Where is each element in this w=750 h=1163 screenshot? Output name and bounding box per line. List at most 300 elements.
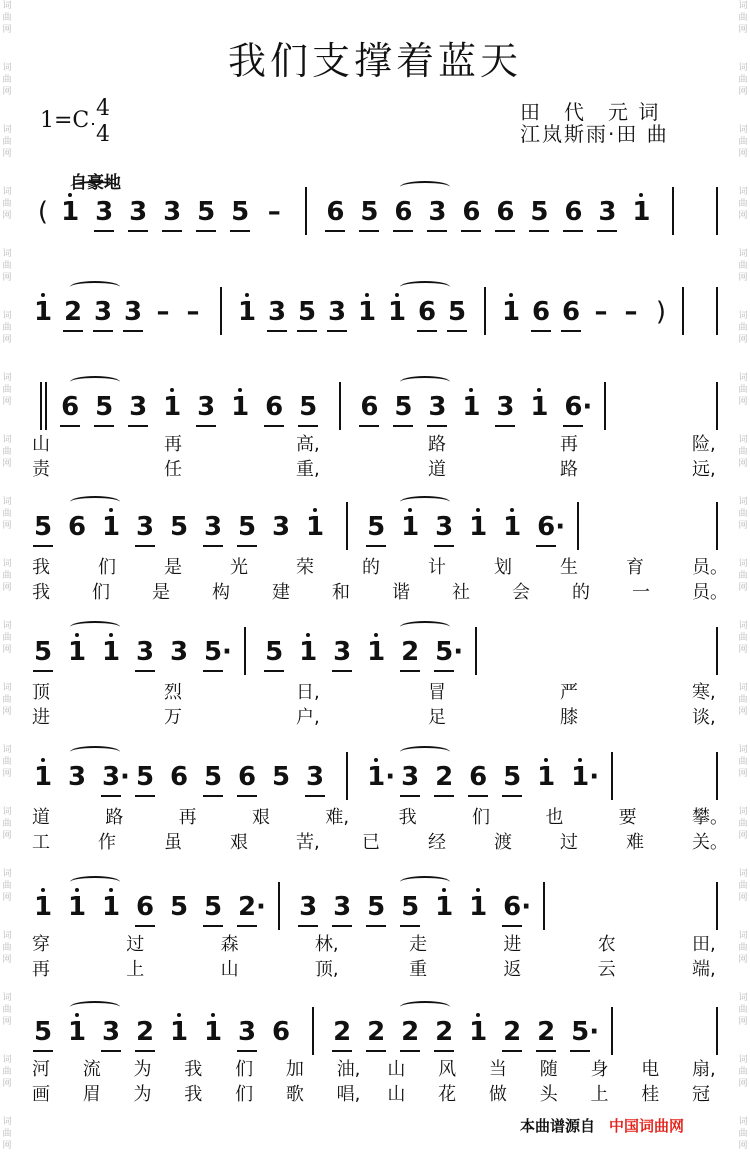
octave-dot [109, 888, 113, 892]
watermark-char: 曲 [738, 199, 748, 209]
underline [135, 670, 155, 672]
dash-extension: – [624, 297, 638, 327]
note-digit: 1 [367, 762, 386, 792]
note-digit: 5 [197, 197, 216, 227]
note-digit: 6 [564, 392, 583, 422]
note [66, 890, 88, 924]
note [467, 760, 489, 794]
lyric-syllable: 山 [220, 959, 239, 980]
underline [267, 330, 287, 332]
barline [716, 502, 718, 550]
watermark-char: 词 [2, 993, 12, 1003]
note-digit: 1 [435, 892, 454, 922]
underline [264, 670, 284, 672]
note-digit: 6 [326, 197, 345, 227]
note-digit: 3 [197, 392, 216, 422]
lyric-syllable: 上 [590, 1084, 609, 1105]
lyric-syllable: 画 [32, 1084, 50, 1105]
note [263, 390, 285, 424]
barline [716, 752, 718, 800]
note-digit: 3 [93, 297, 113, 327]
slur [400, 746, 450, 758]
lyric-syllable: 虽 [164, 832, 182, 853]
note [433, 890, 455, 924]
lyric-syllable: 再 [560, 434, 578, 455]
watermark-text [738, 930, 747, 966]
watermark-char: 网 [738, 1017, 748, 1027]
lyric-syllable: 我 [32, 557, 50, 578]
note [528, 390, 550, 424]
barline [604, 382, 606, 430]
lyric-syllable: 难, [325, 807, 350, 828]
lyric-syllable: 冠 [692, 1084, 710, 1105]
note-digit: 5 [237, 512, 257, 542]
watermark-char: 词 [738, 807, 748, 817]
underline [128, 230, 148, 232]
close-paren: ) [655, 297, 667, 327]
note-digit: 5 [447, 297, 467, 327]
note [501, 1015, 523, 1049]
watermark-char: 词 [2, 807, 12, 817]
lyricist-credit: 田 代 元 词 [520, 100, 661, 124]
note-digit: 5 [203, 637, 223, 667]
watermark-char: 网 [738, 769, 748, 779]
lyric-syllable: 烈 [164, 682, 182, 703]
watermark-char: 网 [2, 707, 12, 717]
note-digit: 5 [95, 392, 114, 422]
lyric-syllable: 走 [409, 934, 428, 955]
underline [570, 1050, 590, 1052]
lyric-syllable: 计 [428, 557, 446, 578]
note [202, 510, 224, 544]
slur [70, 621, 120, 633]
watermark-char: 曲 [738, 1005, 748, 1015]
augmentation-dot: · [521, 892, 532, 922]
note [32, 1015, 54, 1049]
lyric-syllable: 顶, [314, 959, 339, 980]
watermark-text [738, 992, 747, 1028]
note [270, 1015, 292, 1049]
note [168, 890, 190, 924]
note [494, 390, 516, 424]
lyric-syllable: 工 [32, 832, 50, 853]
note-digit: 1 [67, 1017, 87, 1047]
watermark-char: 曲 [738, 757, 748, 767]
lyric-syllable: 日, [296, 682, 320, 703]
lyric-syllable: 做 [488, 1084, 507, 1105]
barline [40, 382, 42, 430]
watermark-char: 词 [2, 559, 12, 569]
barline [716, 382, 718, 430]
watermark-char: 曲 [2, 1067, 12, 1077]
note-digit: 5 [169, 892, 189, 922]
underline [366, 925, 386, 927]
note [32, 635, 54, 669]
underline [393, 230, 413, 232]
watermark-char: 曲 [2, 571, 12, 581]
underline [400, 1050, 420, 1052]
watermark-char: 曲 [738, 819, 748, 829]
watermark-char: 网 [2, 645, 12, 655]
barline [312, 1007, 314, 1055]
watermark-char: 词 [738, 745, 748, 755]
watermark-char: 网 [2, 87, 12, 97]
watermark-char: 曲 [738, 571, 748, 581]
watermark-char: 词 [2, 745, 12, 755]
note-digit: 3 [333, 892, 352, 922]
open-paren: ( [37, 197, 49, 227]
note [236, 295, 258, 329]
note-digit: 2 [237, 892, 257, 922]
note [426, 390, 448, 424]
lyric-syllable: 膝 [560, 707, 578, 728]
watermark-strip-left [0, 0, 14, 1163]
watermark-char: 词 [738, 435, 748, 445]
lyric-syllable: 林, [314, 934, 339, 955]
note-digit: 3 [203, 512, 223, 542]
note-digit: 3 [129, 392, 148, 422]
underline [264, 425, 284, 427]
lyric-syllable: 谐 [392, 582, 410, 603]
octave-dot [509, 293, 513, 297]
watermark-strip-right [736, 0, 750, 1163]
watermark-char: 词 [738, 125, 748, 135]
lyric-syllable: 冒 [428, 682, 446, 703]
note [229, 390, 251, 424]
augmentation-dot: · [385, 762, 396, 792]
underline [101, 795, 121, 797]
underline [298, 925, 318, 927]
note-digit: 3 [135, 637, 155, 667]
note [168, 1015, 190, 1049]
watermark-char: 曲 [2, 75, 12, 85]
barline [45, 382, 47, 430]
note [236, 890, 266, 924]
lyric-syllable: 眉 [82, 1084, 101, 1105]
note [569, 760, 600, 794]
note-digit: 1 [61, 197, 80, 227]
note-digit: 3 [598, 197, 617, 227]
lyric-syllable: 谈, [692, 707, 716, 728]
lyric-syllable: 苦, [296, 832, 320, 853]
underline [203, 925, 223, 927]
watermark-text [738, 682, 747, 718]
lyric-syllable: 再 [178, 807, 197, 828]
lyric-syllable: 经 [428, 832, 446, 853]
note-digit: 1 [357, 297, 377, 327]
lyric-syllable: 划 [494, 557, 512, 578]
underline [561, 330, 581, 332]
watermark-char: 网 [738, 273, 748, 283]
lyric-syllable: 渡 [494, 832, 512, 853]
slur [70, 496, 120, 508]
note-digit: 3 [169, 637, 189, 667]
watermark-text [2, 1116, 11, 1152]
note [433, 760, 455, 794]
watermark-char: 网 [2, 831, 12, 841]
underline [33, 1050, 53, 1052]
note [433, 1015, 455, 1049]
source-site-link[interactable]: 中国词曲网 [609, 1117, 685, 1135]
time-signature-bottom: 4 [96, 122, 110, 147]
note-digit: 3 [299, 892, 318, 922]
note [297, 390, 319, 424]
lyric-syllable: 进 [503, 934, 522, 955]
underline [400, 670, 420, 672]
watermark-text [2, 682, 11, 718]
lyric-syllable: 进 [32, 707, 50, 728]
note [134, 1015, 156, 1049]
lyric-syllable: 过 [126, 934, 145, 955]
note-digit: 3 [101, 1017, 121, 1047]
barline [716, 882, 718, 930]
note [195, 390, 217, 424]
note [270, 510, 292, 544]
lyric-syllable: 险, [692, 434, 716, 455]
watermark-char: 词 [2, 1117, 12, 1127]
note-digit: 3 [435, 512, 454, 542]
note [399, 1015, 421, 1049]
underline [536, 545, 556, 547]
note [161, 195, 183, 229]
watermark-char: 词 [738, 249, 748, 259]
note [32, 760, 54, 794]
watermark-char: 曲 [738, 509, 748, 519]
lyric-syllable: 道 [428, 459, 446, 480]
watermark-char: 曲 [738, 1129, 748, 1139]
note [467, 890, 489, 924]
note-digit: 6 [462, 197, 481, 227]
note [134, 760, 156, 794]
note [100, 1015, 122, 1049]
note [134, 510, 156, 544]
note [630, 195, 652, 229]
underline [434, 670, 454, 672]
watermark-text [738, 868, 747, 904]
lyric-syllable: 们 [235, 1059, 254, 1080]
barline [484, 287, 486, 335]
slur [70, 746, 120, 758]
barline [244, 627, 246, 675]
note [127, 390, 149, 424]
lyric-syllable: 荣 [296, 557, 314, 578]
note-digit: 1 [367, 637, 386, 667]
watermark-char: 曲 [2, 1005, 12, 1015]
watermark-char: 曲 [738, 75, 748, 85]
lyric-syllable: 也 [545, 807, 564, 828]
underline [359, 230, 379, 232]
lyric-syllable: 重, [296, 459, 320, 480]
underline [327, 330, 347, 332]
lyric-syllable: 身 [590, 1059, 609, 1080]
watermark-char: 网 [738, 211, 748, 221]
note [270, 760, 292, 794]
lyric-syllable: 头 [539, 1084, 558, 1105]
note-digit: 1 [101, 892, 121, 922]
slur [70, 281, 120, 293]
note-digit: 3 [401, 762, 420, 792]
watermark-char: 词 [2, 249, 12, 259]
slur [400, 876, 450, 888]
note [494, 195, 516, 229]
lyric-syllable: 随 [539, 1059, 558, 1080]
dash-extension: – [156, 297, 170, 327]
note-digit: 3 [428, 392, 447, 422]
watermark-char: 曲 [738, 385, 748, 395]
note-digit: 6 [417, 297, 437, 327]
underline [427, 425, 447, 427]
watermark-char: 网 [738, 521, 748, 531]
watermark-text [738, 620, 747, 656]
lyric-syllable: 员。 [692, 557, 728, 578]
note [66, 635, 88, 669]
slur [400, 621, 450, 633]
watermark-char: 曲 [2, 13, 12, 23]
lyric-syllable: 责 [32, 459, 50, 480]
lyric-syllable: 关。 [692, 832, 728, 853]
underline [531, 330, 551, 332]
note-digit: 5 [297, 297, 317, 327]
note [134, 635, 156, 669]
note [392, 390, 414, 424]
lyric-syllable: 为 [133, 1059, 152, 1080]
watermark-char: 曲 [738, 261, 748, 271]
underline [94, 425, 114, 427]
note-digit: 5 [203, 892, 223, 922]
underline [237, 795, 257, 797]
lyric-syllable: 山 [387, 1059, 406, 1080]
underline [366, 545, 386, 547]
note-digit: 6 [561, 297, 581, 327]
watermark-char: 网 [738, 831, 748, 841]
watermark-text [2, 620, 11, 656]
underline [536, 1050, 556, 1052]
note-digit: 3 [95, 197, 114, 227]
note [168, 510, 190, 544]
note [304, 760, 326, 794]
lyric-syllable: 再 [164, 434, 182, 455]
watermark-text [2, 186, 11, 222]
lyric-syllable: 道 [32, 807, 50, 828]
watermark-text [2, 372, 11, 408]
lyric-syllable: 作 [98, 832, 116, 853]
note [596, 195, 618, 229]
octave-dot [75, 1013, 79, 1017]
lyric-syllable: 风 [438, 1059, 457, 1080]
note [168, 635, 190, 669]
note [460, 390, 482, 424]
note [59, 390, 81, 424]
watermark-char: 曲 [2, 819, 12, 829]
underline [162, 230, 182, 232]
watermark-text [2, 744, 11, 780]
watermark-char: 词 [2, 1, 12, 11]
watermark-char: 词 [738, 497, 748, 507]
watermark-text [2, 310, 11, 346]
watermark-text [738, 124, 747, 160]
note [32, 890, 54, 924]
watermark-char: 词 [2, 931, 12, 941]
note-digit: 5 [367, 512, 386, 542]
barline [611, 752, 613, 800]
note-digit: 5 [271, 762, 291, 792]
lyric-syllable: 万 [164, 707, 182, 728]
lyric-syllable: 是 [164, 557, 182, 578]
slur [70, 1001, 120, 1013]
note-digit: 1 [462, 392, 481, 422]
underline [563, 425, 583, 427]
note [358, 390, 380, 424]
lyric-syllable: 艰 [252, 807, 270, 828]
note-digit: 2 [435, 1017, 454, 1047]
note-digit: 5 [169, 512, 189, 542]
note [331, 635, 353, 669]
lyric-syllable: 路 [560, 459, 578, 480]
octave-dot [75, 633, 79, 637]
lyric-syllable: 云 [597, 959, 616, 980]
note-digit: 2 [333, 1017, 352, 1047]
lyric-syllable: 一 [632, 582, 650, 603]
note-digit: 5 [231, 197, 250, 227]
watermark-char: 词 [2, 63, 12, 73]
note-digit: 1 [67, 637, 87, 667]
octave-dot [109, 508, 113, 512]
watermark-char: 曲 [738, 695, 748, 705]
note-digit: 3 [67, 762, 87, 792]
note-digit: 2 [367, 1017, 386, 1047]
lyric-syllable: 员。 [692, 582, 728, 603]
underline [101, 1050, 121, 1052]
watermark-char: 曲 [738, 137, 748, 147]
watermark-char: 网 [2, 521, 12, 531]
lyric-syllable: 顶 [32, 682, 50, 703]
augmentation-dot: · [222, 637, 232, 667]
watermark-char: 网 [2, 25, 12, 35]
underline [597, 230, 617, 232]
octave-dot [211, 1013, 215, 1017]
note-digit: 6 [496, 197, 515, 227]
note-digit: 1 [169, 1017, 189, 1047]
note [501, 890, 532, 924]
underline [237, 925, 257, 927]
barline [346, 752, 348, 800]
note [467, 1015, 489, 1049]
barline [543, 882, 545, 930]
slur [70, 181, 120, 193]
note-digit: 3 [135, 512, 155, 542]
lyric-syllable: 我 [398, 807, 417, 828]
watermark-char: 网 [738, 955, 748, 965]
watermark-char: 曲 [2, 447, 12, 457]
watermark-char: 网 [738, 583, 748, 593]
lyric-syllable: 再 [32, 959, 50, 980]
note-digit: 6 [135, 892, 155, 922]
lyric-syllable: 建 [272, 582, 290, 603]
lyric-syllable: 端, [692, 959, 716, 980]
note [32, 295, 54, 329]
lyric-syllable: 育 [626, 557, 644, 578]
watermark-text [2, 806, 11, 842]
lyric-syllable: 山 [387, 1084, 406, 1105]
lyric-syllable: 任 [164, 459, 182, 480]
watermark-text [738, 434, 747, 470]
note [297, 635, 319, 669]
watermark-char: 网 [2, 769, 12, 779]
underline [461, 230, 481, 232]
underline [332, 925, 352, 927]
augmentation-dot: · [120, 762, 130, 792]
note [66, 760, 88, 794]
